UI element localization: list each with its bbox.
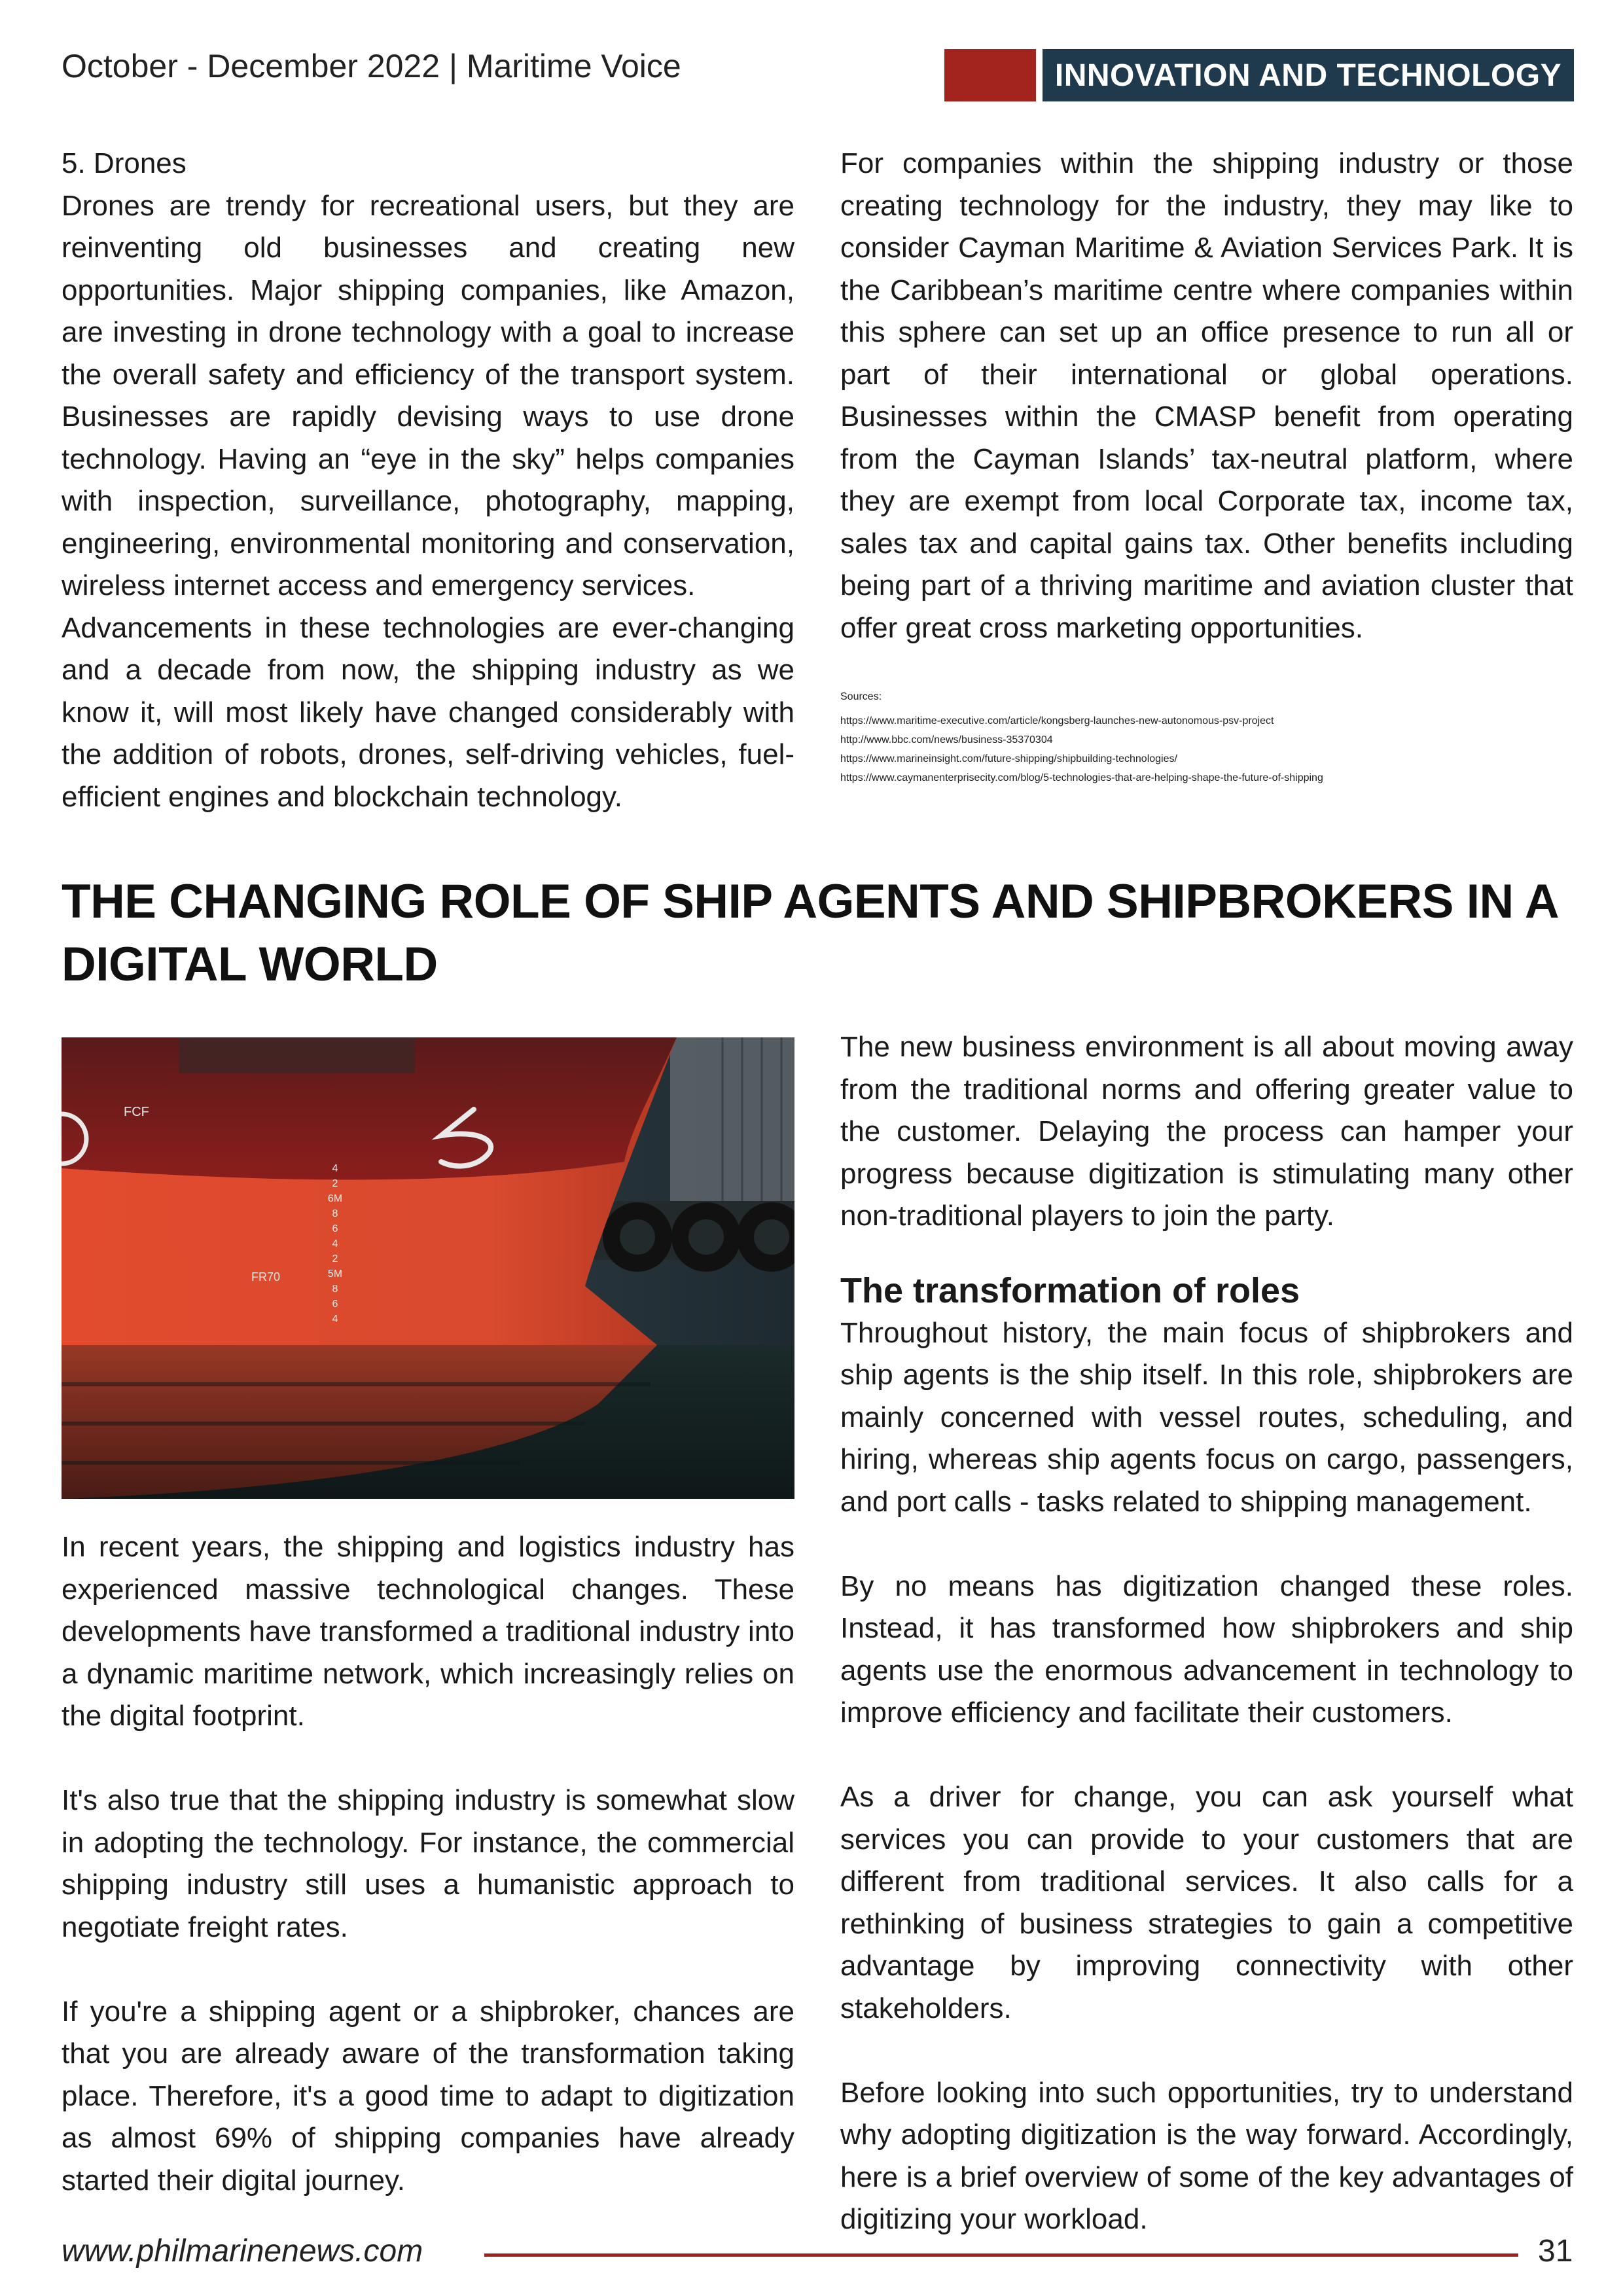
hull-marking: FR70: [251, 1270, 281, 1283]
draft-mark: 6M: [327, 1193, 343, 1204]
article-paragraph: Before looking into such opportunities, try to understand why adopting digitization is the way forward. Accordingly, here is a brief overview of some of the key advantages of digitizing your workload.: [840, 2076, 1573, 2235]
draft-mark: 5M: [327, 1268, 343, 1280]
article-paragraph: By no means has digitization changed these roles. Instead, it has transformed how shipbrokers and ship agents use the enormous advancement in technology to improve efficiency and facilitate their customers.: [840, 1570, 1573, 1729]
article-paragraph: As a driver for change, you can ask yourself what services you can provide to your customers that are different from traditional services. It also calls for a rethinking of business strategies to gain a competitive advantage by improving connectivity with other stakeholders.: [840, 1781, 1573, 2024]
draft-mark: 6: [332, 1299, 338, 1310]
draft-mark: 6: [332, 1223, 338, 1234]
header-accent-block: [944, 49, 1036, 101]
website-link[interactable]: www.philmarinenews.com: [62, 2234, 423, 2269]
article-title: THE CHANGING ROLE OF SHIP AGENTS AND SHIPBROKERS IN A DIGITAL WORLD: [62, 875, 1558, 991]
draft-mark: 2: [332, 1253, 338, 1265]
cmasp-paragraph: For companies within the shipping industry or those creating technology for the industry, they may like to consider Cayman Maritime & Aviation Services Park. It is the Caribbean’s maritime centre where companies within this sphere can set up an office presence to run all or part of their international or global operations. Businesses within the CMASP benefit from operating from the Cayman Islands’ tax-neutral platform, where they are exempt from local Corporate tax, income tax, sales tax and capital gains tax. Other benefits including being part of a thriving maritime and aviation cluster that offer great cross marketing opportunities.: [840, 147, 1573, 644]
draft-mark: 8: [332, 1283, 338, 1295]
article-paragraph: In recent years, the shipping and logistics industry has experienced massive technological changes. These developments have transformed a traditional industry into a dynamic maritime network, which increasingly relies on the digital footprint.: [62, 1531, 794, 1732]
ship-bow-photo: [62, 1037, 794, 1499]
article-paragraph: The new business environment is all about moving away from the traditional norms and offering greater value to the customer. Delaying the process can hamper your progress because digitization is stimulating many other non-traditional players to join the party.: [840, 1031, 1573, 1232]
page-number: 31: [1538, 2234, 1573, 2269]
draft-mark: 8: [332, 1208, 338, 1219]
article-right-column: [840, 1026, 1573, 2241]
footer-divider: [484, 2253, 1518, 2257]
article-paragraph: It's also true that the shipping industry is somewhat slow in adopting the technology. For instance, the commercial shipping industry still uses a humanistic approach to negotiate freight rates.: [62, 1784, 794, 1943]
source-link[interactable]: https://www.caymanenterprisecity.com/blog/5-technologies-that-are-helping-shape-the-future-of-shipping: [840, 772, 1323, 783]
draft-mark: 4: [332, 1163, 338, 1174]
source-link[interactable]: https://www.marineinsight.com/future-shipping/shipbuilding-technologies/: [840, 753, 1177, 764]
drones-column: [62, 143, 794, 818]
hull-marking: FCF: [124, 1105, 149, 1119]
section-label: INNOVATION AND TECHNOLOGY: [1043, 49, 1574, 101]
anchor-recess: [179, 1037, 415, 1073]
sources-label: Sources:: [840, 691, 882, 702]
article-left-column: [62, 1526, 794, 2202]
issue-header: October - December 2022 | Maritime Voice: [62, 48, 681, 84]
sources-list: [840, 687, 1573, 787]
draft-mark: 4: [332, 1314, 338, 1325]
advancements-paragraph: Advancements in these technologies are ever-changing and a decade from now, the shipping industry as we know it, will most likely have changed considerably with the addition of robots, drones, self-driving vehicles, fuel-efficient engines and blockchain technology.: [62, 611, 794, 813]
subheading: The transformation of roles: [840, 1270, 1300, 1310]
source-link[interactable]: http://www.bbc.com/news/business-35370304: [840, 734, 1053, 745]
draft-mark: 2: [332, 1178, 338, 1189]
source-link[interactable]: https://www.maritime-executive.com/article/kongsberg-launches-new-autonomous-psv-project: [840, 715, 1274, 726]
cmasp-column: [840, 143, 1573, 649]
drones-heading: 5. Drones: [62, 147, 187, 179]
drones-paragraph: Drones are trendy for recreational users, but they are reinventing old businesses and creating new opportunities. Major shipping companies, like Amazon, are investing in drone technology with a goal to increase the overall safety and efficiency of the transport system. Businesses are rapidly devising ways to use drone technology. Having an “eye in the sky” helps companies with inspection, surveillance, photography, mapping, engineering, environmental monitoring and conservation, wireless internet access and emergency services.: [62, 189, 794, 601]
article-paragraph: Throughout history, the main focus of shipbrokers and ship agents is the ship itself. In this role, shipbrokers are mainly concerned with vessel routes, scheduling, and hiring, whereas ship agents focus on cargo, passengers, and port calls - tasks related to shipping management.: [840, 1316, 1573, 1518]
article-paragraph: If you're a shipping agent or a shipbroker, chances are that you are already aware of the transformation taking place. Therefore, it's a good time to adapt to digitization as almost 69% of shipping companies have already started their digital journey.: [62, 1995, 794, 2197]
draft-mark: 4: [332, 1238, 338, 1249]
